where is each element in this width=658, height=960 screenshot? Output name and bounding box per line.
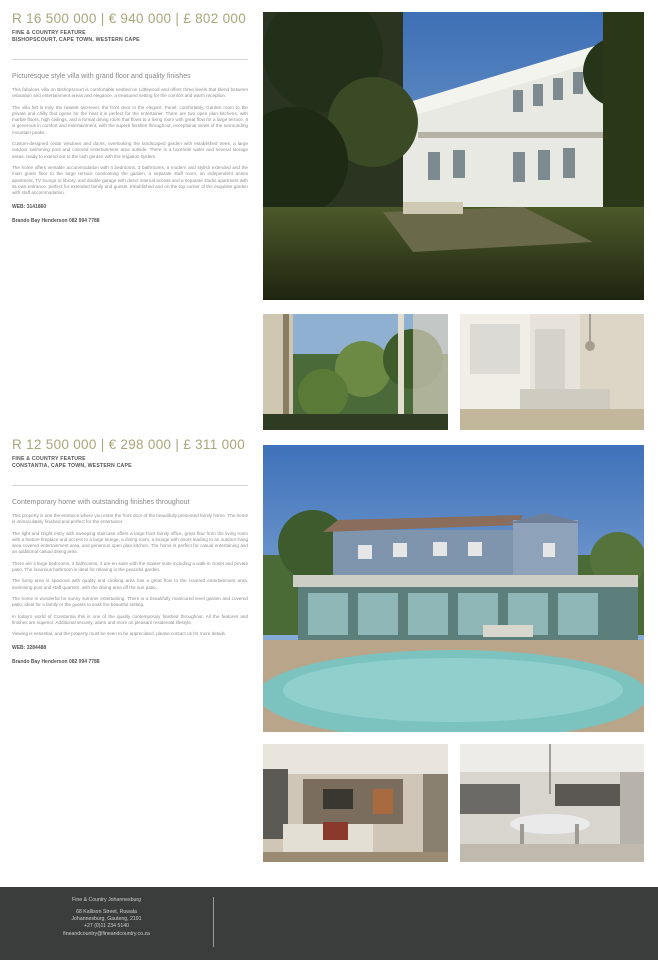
listing2-dining-photo — [460, 744, 644, 862]
listing2-web-ref: WEB: 3284488 — [12, 645, 47, 652]
listing2-paragraph: The home is wonderful for sunny summer entertaining. There is a beautifully manicured level garden and covered patio, ideal for a family or the guests to soak the beautiful setting. — [12, 595, 248, 608]
listing2-contact: Brando Bay Henderson 082 994 7788 — [12, 659, 100, 666]
listing2-divider — [12, 485, 248, 486]
listing1-location: BISHOPSCOURT, CAPE TOWN, WESTERN CAPE — [12, 37, 140, 43]
listing2-main-photo — [263, 445, 644, 732]
listing2-living-photo — [263, 744, 448, 862]
listing2-paragraph: This property is one the entrance where you enter the front door of the beautifully presented family home. The home is immaculately finished and perfect for the entertainer. — [12, 513, 248, 525]
listing1-paragraph: Custom-designed cedar windows and doors, overlooking the landscaped garden with established trees, a large outdoor swimming pool and covered entertainment area outside. There is a borehole water and several storage areas, ready to extend out to the lush garden with the irrigation system. — [12, 141, 248, 159]
listing2-paragraph: Viewing is essential, and the property must be seen to be appreciated, please contact us for more details. — [12, 631, 227, 637]
listing2-heading: Contemporary home with outstanding finishes throughout — [12, 499, 190, 506]
listing1-heading: Picturesque style villa with grand floor and quality finishes — [12, 73, 191, 80]
listing2-paragraph: The light and bright entry with sweeping staircase offers a large front family office, great flow from the living room with a feature fireplace and access to a large lounge, a dining room, a lounge with doors leading to an outdoor living area covered entertainment area, and generous open plan kitchen. The home is perfect for casual entertaining and an additional casual dining area. — [12, 530, 248, 555]
footer-company: Fine & Country Johannesburg — [72, 897, 141, 903]
listing1-paragraph: This fabulous villa on Bishopscourt is comfortable nestled on Littlewood and offers three levels that blend between relaxation and entertainment areas and elegance, a treasured setting for the comfort and warm reception. — [12, 87, 248, 99]
listing2-paragraph: The living area is spacious with quality and cooking area has a great flow to the covered entertainment area, swimming pool and staff quarters, with the dining area off the sun patio. — [12, 578, 248, 590]
listing1-price: R 16 500 000 | € 940 000 | £ 802 000 — [12, 11, 246, 26]
listing1-paragraph: The villa felt is truly the newest two-level, the front door in the elegant. Panel, comfortably, Garden room to the private and chilly that opens for the heat it is perfect for the entertainer. There are two open plan kitchens, with marble floors, high ceilings, and a formal dining room that flows to a living room with great flow for a large terrace. It is generous in comfort and entertainment, with the superb finishes throughout, exceptional views of the surrounding mountain peaks. — [12, 104, 248, 135]
listing2-paragraph: In today's world of Constantia this is one of the quality contemporary finished throughout. All the features and finishes are superior. Additional security, alarm and more on pleasant residential lifestyle. — [12, 613, 248, 625]
listing1-web-ref: WEB: 3141860 — [12, 204, 47, 211]
footer-address-line1: 68 Kallison Street, Ruwala — [76, 909, 137, 915]
footer — [0, 887, 658, 960]
listing2-text-column — [12, 437, 248, 665]
listing1-main-photo — [263, 12, 644, 300]
footer-address-line2: Johannesburg, Gauteng, 2191 — [71, 916, 142, 922]
footer-divider — [213, 897, 214, 947]
listing2-paragraph: There are 4 large bedrooms, 3 bathrooms, 2 are en-suite with the master suite including a walk-in closet and private patio. The luxurious bathroom is ideal for relaxing in the peaceful garden. — [12, 560, 248, 573]
listing1-feature-title: FINE & COUNTRY FEATURE — [12, 30, 86, 36]
listing2-price: R 12 500 000 | € 298 000 | £ 311 000 — [12, 437, 245, 452]
listing1-kitchen-photo — [460, 314, 644, 430]
listing1-text-column — [12, 11, 248, 224]
listing2-feature-title: FINE & COUNTRY FEATURE — [12, 456, 86, 462]
listing1-divider — [12, 59, 248, 60]
footer-phone: +27 (0)11 234 5140 — [83, 923, 130, 929]
listing2-location: CONSTANTIA, CAPE TOWN, WESTERN CAPE — [12, 463, 132, 469]
footer-email[interactable]: fineandcountry@fineandcountry.co.za — [63, 931, 150, 937]
listing1-garden-photo — [263, 314, 448, 430]
listing1-paragraph: The home offers versatile accommodation with 4 bedrooms, 3 bathrooms, a modern and stylish extended and the main guest floor to the large terrace overlooking the garden, a separate staff room, an independent annex apartment, TV lounge or library, and double garage with direct internal access and a separate studio apartment with its own entrance, perfect for extended family and guests. Established and on the top corner of the exquisite garden with staff accommodation. — [12, 164, 248, 196]
listing1-contact: Brando Bay Henderson 082 994 7788 — [12, 218, 100, 225]
